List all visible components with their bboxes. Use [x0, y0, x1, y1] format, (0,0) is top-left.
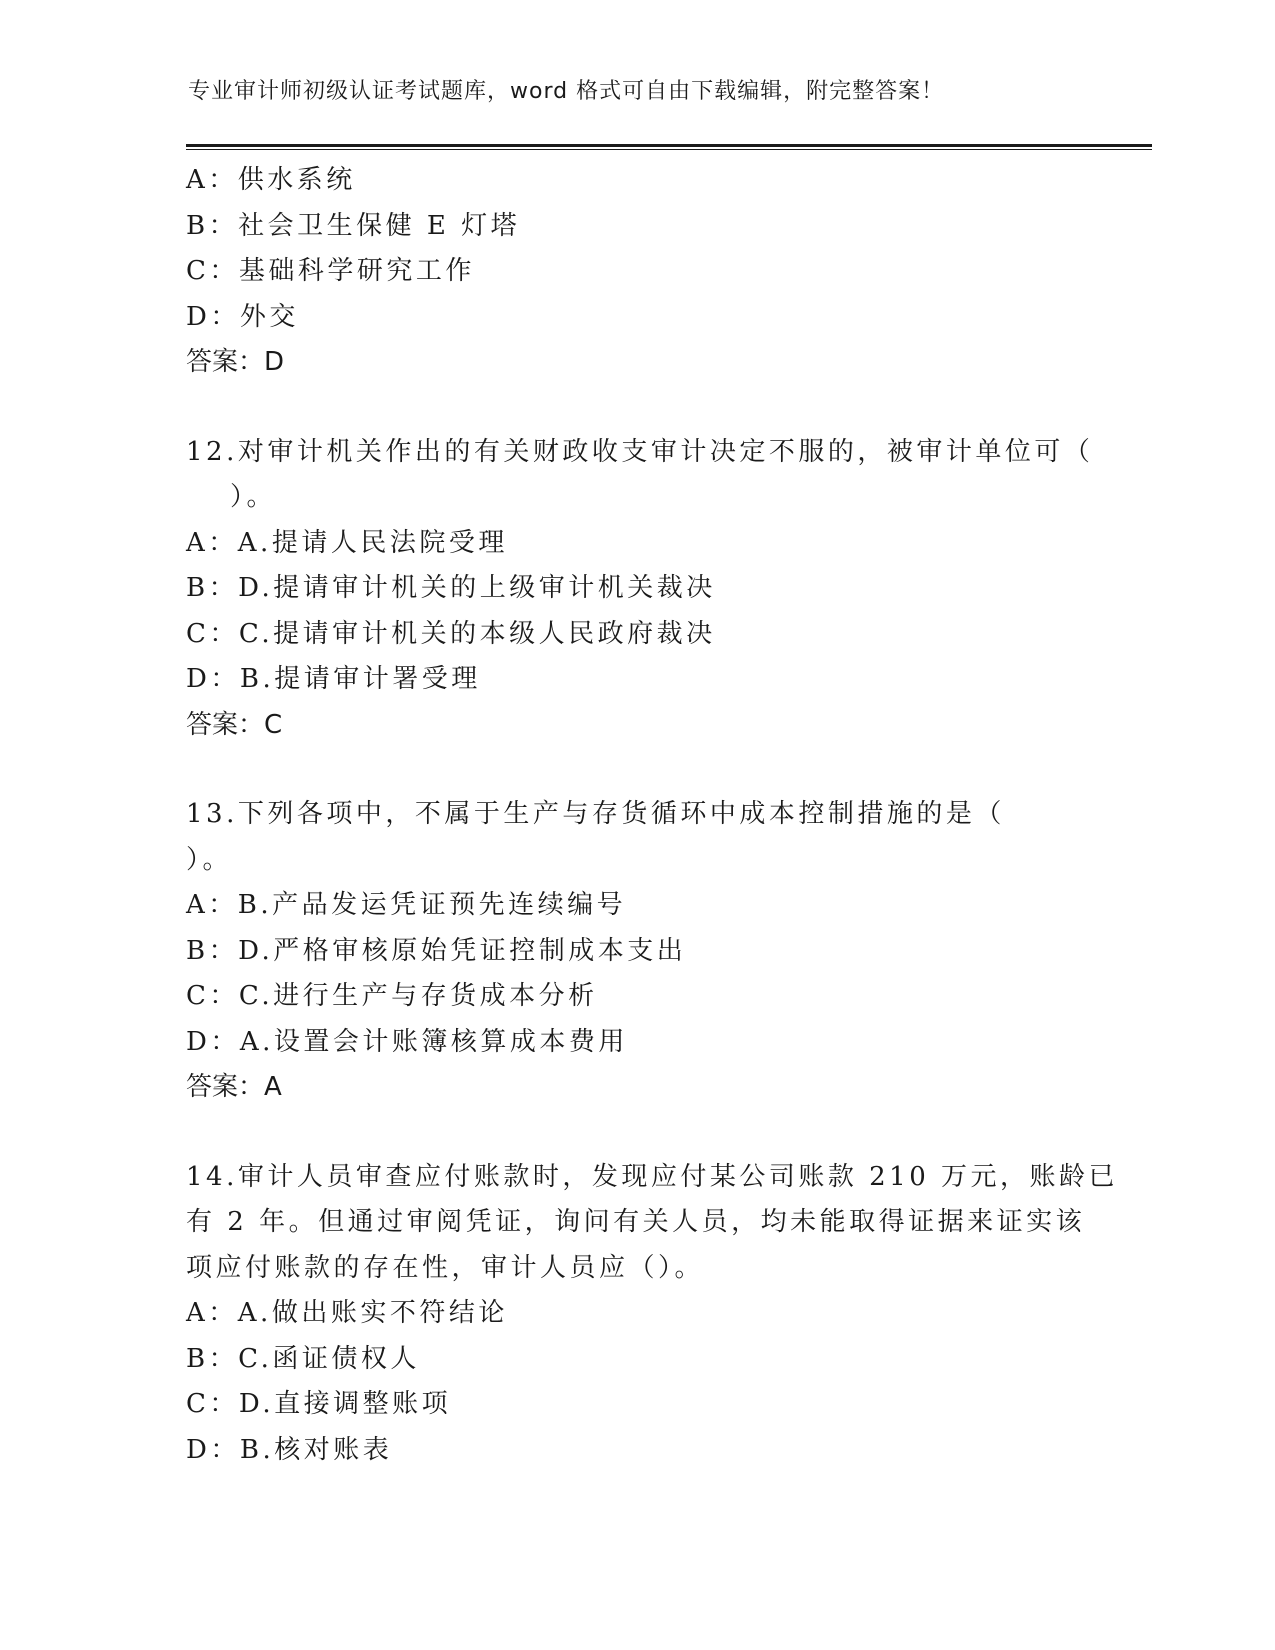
option-a: A：供水系统 — [186, 165, 356, 195]
option-c: C：C.进行生产与存货成本分析 — [186, 981, 598, 1011]
page-header: 专业审计师初级认证考试题库，word 格式可自由下载编辑，附完整答案！ — [188, 79, 945, 104]
option-d: D：B.核对账表 — [186, 1434, 393, 1465]
option-b: B：D.提请审计机关的上级审计机关裁决 — [186, 573, 716, 603]
option-a: A：A.提请人民法院受理 — [186, 527, 508, 558]
option-c: C：D.直接调整账项 — [186, 1389, 452, 1419]
option-a: A：B.产品发运凭证预先连续编号 — [186, 890, 627, 920]
question-stem: 12.对审计机关作出的有关财政收支审计决定不服的，被审计单位可（ — [186, 436, 1094, 467]
answer-line: 答案：D — [186, 347, 285, 377]
question-stem-continued: 有 2 年。但通过审阅凭证，询问有关人员，均未能取得证据来证实该 — [186, 1207, 1086, 1237]
question-13-block — [186, 792, 1086, 1111]
question-stem-continued: ）。 — [186, 844, 233, 875]
option-c: C：C.提请审计机关的本级人民政府裁决 — [186, 618, 716, 649]
question-stem: 13.下列各项中，不属于生产与存货循环中成本控制措施的是（ — [186, 799, 1005, 829]
header-rule — [186, 144, 1152, 150]
option-a: A：A.做出账实不符结论 — [186, 1298, 508, 1328]
option-b: B：D.严格审核原始凭证控制成本支出 — [186, 935, 687, 966]
question-stem-continued: ）。 — [230, 482, 277, 512]
option-d: D：外交 — [186, 301, 299, 332]
answer-line: 答案：C — [186, 709, 283, 740]
option-b: B：C.函证债权人 — [186, 1343, 420, 1374]
question-stem-continued: 项应付账款的存在性，审计人员应（）。 — [186, 1252, 705, 1283]
question-stem: 14.审计人员审查应付账款时，发现应付某公司账款 210 万元，账龄已 — [186, 1161, 1119, 1192]
option-b: B：社会卫生保健 E 灯塔 — [186, 210, 521, 241]
option-d: D：A.设置会计账簿核算成本费用 — [186, 1026, 628, 1057]
question-content — [186, 158, 1119, 1473]
answer-line: 答案：A — [186, 1072, 282, 1102]
question-14-block — [186, 1155, 1119, 1474]
question-12-block — [186, 430, 1094, 749]
option-c: C：基础科学研究工作 — [186, 256, 475, 286]
prev-question-block — [186, 158, 1086, 386]
option-d: D：B.提请审计署受理 — [186, 664, 481, 694]
